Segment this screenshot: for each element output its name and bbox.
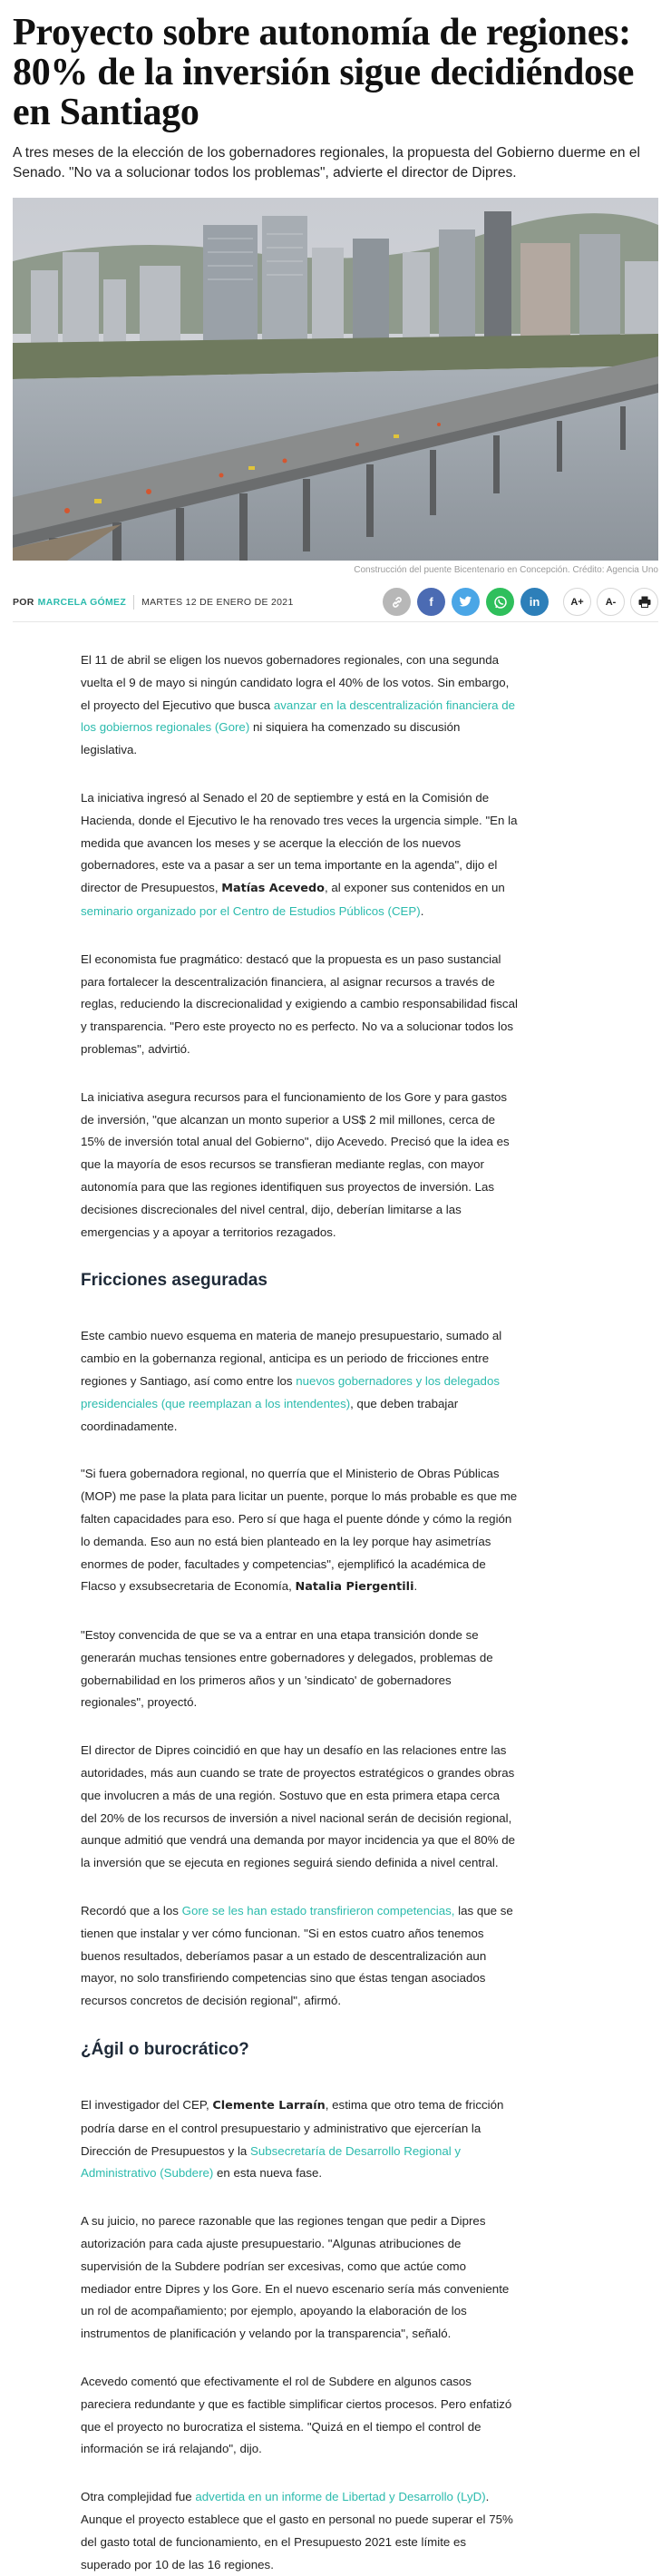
paragraph-1 xyxy=(81,649,518,762)
person-name: Natalia Piergentili xyxy=(295,1580,414,1595)
reading-tools xyxy=(563,588,658,616)
byline-divider xyxy=(133,595,134,610)
link-gobernadores-delegados[interactable]: nuevos gobernadores y los delegados presidenciales (que reemplazan a los intendentes) xyxy=(81,1373,500,1410)
section-heading: ¿Ágil o burocrático? xyxy=(81,2040,249,2060)
paragraph-2 xyxy=(81,787,518,923)
image-caption: Construcción del puente Bicentenario en Concepción. Crédito: Agencia Uno xyxy=(354,565,658,575)
article-title: Proyecto sobre autonomía de regiones: 80% de la inversión sigue decidiéndose en Santiago xyxy=(13,12,635,133)
paragraph-text: La iniciativa ingresó al Senado el 20 de septiembre y está en la Comisión de Hacienda, donde el Ejecutivo le ha renovado tres veces la urgencia simple. "En la medida que avancen los meses y se acerque la elección de los nuevos gobernadores, este va a pasar a ser un tema importante en la agenda", dijo el director de Presupuestos, xyxy=(81,790,518,895)
byline xyxy=(13,582,658,622)
person-name: Matías Acevedo xyxy=(221,882,325,896)
paragraph-text: , estima que otro tema de fricción podría darse en el control presupuestario y administrativo que ejercerían la Dirección de Presupuestos y la xyxy=(81,2098,504,2158)
link-icon[interactable] xyxy=(383,588,411,616)
paragraph-text: en esta nueva fase. xyxy=(213,2166,323,2181)
paragraph-text: Este cambio nuevo esquema en materia de manejo presupuestario, sumado al cambio en la gobernanza regional, anticipa es un periodo de fricciones entre regiones y Santiago, así como entre los xyxy=(81,1329,502,1388)
facebook-icon[interactable]: f xyxy=(417,588,445,616)
author-link[interactable]: MARCELA GÓMEZ xyxy=(37,596,127,608)
paragraph-text: . xyxy=(413,1579,418,1594)
person-name: Clemente Larraín xyxy=(212,2099,326,2113)
paragraph-7: "Estoy convencida de que se va a entrar en una etapa transición donde se generarán muchas tensiones entre gobernadores y delegados, problemas de gobernabilidad en los primeros años y un 'sindicato' de gobernadores regionales", proyectó. xyxy=(81,1628,493,1710)
paragraph-text: , que deben trabajar coordinadamente. xyxy=(81,1396,459,1433)
link-subdere[interactable]: Subsecretaría de Desarrollo Regional y Administrativo (Subdere) xyxy=(81,2143,462,2181)
paragraph-12: Acevedo comentó que efectivamente el rol de Subdere en algunos casos pareciera redundante y que es factible simplificar ciertos procesos. Pero enfatizó que el proyecto no burocratiza el sistema. "Quizá en el tiempo el control de información se irá relajando", dijo. xyxy=(81,2375,512,2456)
paragraph-text: El investigador del CEP, xyxy=(81,2098,213,2113)
paragraph-text: . xyxy=(420,903,424,918)
hero-image xyxy=(13,198,658,561)
twitter-icon[interactable] xyxy=(452,588,480,616)
link-seminario-cep[interactable]: seminario organizado por el Centro de Estudios Públicos (CEP) xyxy=(81,903,421,918)
linkedin-icon[interactable]: in xyxy=(520,588,549,616)
publish-date: MARTES 12 DE ENERO DE 2021 xyxy=(141,596,294,608)
paragraph-5 xyxy=(81,1325,518,1438)
paragraph-11: A su juicio, no parece razonable que las regiones tengan que pedir a Dipres autorización para cada ajuste presupuestario. "Algunas atribuciones de supervisión de la Subdere podrían ser excesivas, como que actúe como mediador entre Dipres y los Gore. En el nuevo escenario sería más conveniente un rol de acompañamiento; por ejemplo, apoyando la elaboración de los instrumentos de planificación y velando por la transparencia", señaló. xyxy=(81,2214,510,2341)
paragraph-text: "Si fuera gobernadora regional, no querría que el Ministerio de Obras Públicas (MOP) me pase la plata para licitar un puente, porque lo más probable es que me falten capacidades para eso. Pero sí que haga el puente dónde y cómo la región lo demanda. Eso aun no está bien planteado en la ley porque hay asimetrías enormes de poder, facultades y competencias", ejemplificó la académica de Flacso y exsubsecretaria de Economía, xyxy=(81,1467,518,1594)
print-icon[interactable] xyxy=(630,588,658,616)
link-informe-lyd[interactable]: advertida en un informe de Libertad y Desarrollo (LyD) xyxy=(195,2490,486,2504)
paragraph-6 xyxy=(81,1463,518,1599)
paragraph-13 xyxy=(81,2486,518,2576)
link-competencias[interactable]: Gore se les han estado transfirieron competencias, xyxy=(181,1904,455,1918)
paragraph-text: Recordó que a los xyxy=(81,1904,182,1918)
increase-font-button[interactable]: A+ xyxy=(563,588,591,616)
paragraph-text: El 11 de abril se eligen los nuevos gobernadores regionales, con una segunda vuelta el 9 de mayo si ningún candidato logra el 40% de los votos. Sin embargo, el proyecto del Ejecutivo que busca xyxy=(81,653,510,712)
paragraph-3: El economista fue pragmático: destacó que la propuesta es un paso sustancial para fortalecer la descentralización financiera, al asignar recursos a través de reglas, reduciendo la discrecionalidad y exigiendo a cambio responsabilidad fiscal y transparencia. "Pero este proyecto no es perfecto. No va a solucionar todos los problemas", advirtió. xyxy=(81,951,518,1056)
share-buttons xyxy=(383,588,549,616)
paragraph-4: La iniciativa asegura recursos para el funcionamiento de los Gore y para gastos de inversión, "que alcanzan un monto superior a US$ 2 mil millones, cerca de 15% de inversión total anual del Gobierno", dijo Acevedo. Precisó que la idea es que la mayoría de esos recursos se transfieran mediante reglas, con mayor autonomía para que las regiones identifiquen sus proyectos de inversión. Las decisiones discrecionales del nivel central, dijo, deberían limitarse a las emergencias y a apoyar a territorios rezagados. xyxy=(81,1089,510,1239)
paragraph-text: , al exponer sus contenidos en un xyxy=(324,881,505,895)
link-descentralizacion[interactable]: avanzar en la descentralización financiera de los gobiernos regionales (Gore) xyxy=(81,698,515,735)
article-lead: A tres meses de la elección de los gobernadores regionales, la propuesta del Gobierno duerme en el Senado. "No va a solucionar todos los problemas", advierte el director de Dipres. xyxy=(13,145,640,181)
section-heading: Fricciones aseguradas xyxy=(81,1271,267,1291)
paragraph-text: las que se tienen que instalar y ver cómo funcionan. "Si en estos cuatro años tenemos buenos resultados, deberíamos pasar a un estado de descentralización aun mayor, no solo transfiriendo competencias sino que éstas tengan asociados recursos concretos de decisión regional", afirmó. xyxy=(81,1904,513,2008)
whatsapp-icon[interactable] xyxy=(486,588,514,616)
paragraph-text: . Aunque el proyecto establece que el gasto en personal no puede superar el 75% del gasto total de funcionamiento, en el Presupuesto 2021 este límite es superado por 10 de las 16 regiones. xyxy=(81,2490,513,2571)
article-body xyxy=(81,622,518,2576)
byline-by-label: POR xyxy=(13,596,34,608)
paragraph-9 xyxy=(81,1900,518,2013)
paragraph-10 xyxy=(81,2094,518,2185)
paragraph-text: Otra complejidad fue xyxy=(81,2490,196,2504)
paragraph-8: El director de Dipres coincidió en que hay un desafío en las relaciones entre las autoridades, más aun cuando se trate de proyectos estratégicos o grandes obras que involucren a más de una región. Sostuvo que en esta primera etapa cerca del 20% de los recursos de inversión a nivel nacional serán de decisión regional, aunque admitió que vendrá una demanda por mayor incidencia ya que el 80% de la inversión que se ejecuta en regiones seguirá siendo definida a nivel central. xyxy=(81,1743,516,1870)
decrease-font-button[interactable]: A- xyxy=(597,588,625,616)
paragraph-text: ni siquiera ha comenzado su discusión legislativa. xyxy=(81,720,461,757)
